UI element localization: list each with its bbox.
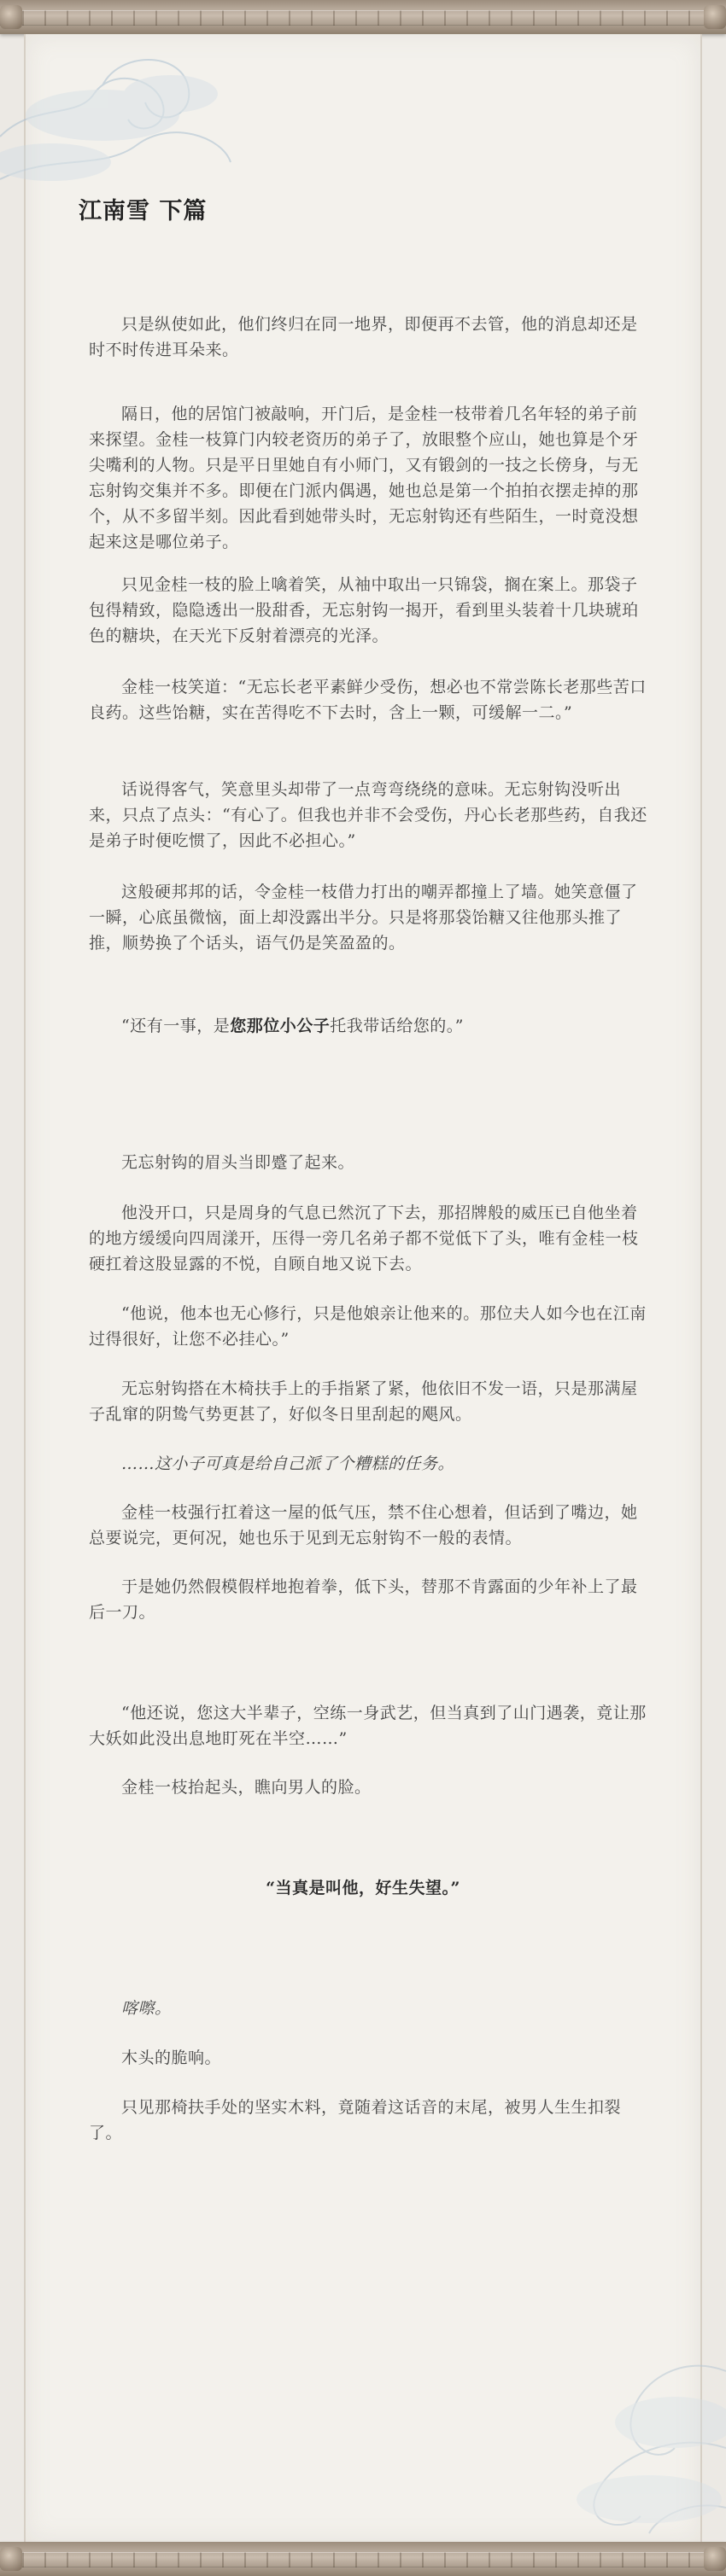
sound-effect: 喀嚓。 — [121, 1999, 172, 2018]
paragraph: “他说，他本也无心修行，只是他娘亲让他来的。那位夫人如今也在江南过得很好，让您不必挂心。” — [89, 1304, 647, 1349]
paragraph: 金桂一枝笑道：“无忘长老平素鲜少受伤，想必也不常尝陈长老那些苦口良药。这些饴糖，实在苦得吃不下去时，含上一颗，可缓解一二。” — [89, 678, 647, 722]
quote-text: 托我带话给您的。” — [330, 1017, 464, 1035]
paragraph: 只见那椅扶手处的坚实木料，竟随着这话音的末尾，被男人生生扣裂了。 — [89, 2098, 622, 2142]
quote-emphasis: 您那位小公子 — [230, 1017, 331, 1035]
paragraph: 只是纵使如此，他们终归在同一地界，即便再不去管，他的消息却还是时不时传进耳朵来。 — [89, 315, 638, 359]
paragraph: 无忘射钩的眉头当即蹙了起来。 — [121, 1153, 355, 1172]
paragraph: 只见金桂一枝的脸上噙着笑，从袖中取出一只锦袋，搁在案上。那袋子包得精致，隐隐透出一股甜香，无忘射钩一揭开，看到里头装着十几块琥珀色的糖块，在天光下反射着漂亮的光泽。 — [89, 575, 639, 645]
paragraph: 木头的脆响。 — [121, 2049, 222, 2067]
chapter-title: 江南雪 下篇 — [79, 198, 208, 224]
cloud-decoration-icon — [470, 2320, 726, 2542]
roller-knob-left — [0, 5, 22, 29]
paragraph: 金桂一枝抬起头，瞧向男人的脸。 — [121, 1778, 372, 1797]
paragraph: 无忘射钩搭在木椅扶手上的手指紧了紧，他依旧不发一语，只是那满屋子乱窜的阴鸷气势更甚了，好似冬日里刮起的飓风。 — [89, 1379, 638, 1424]
roller-pattern — [0, 2552, 726, 2567]
paragraph: 这般硬邦邦的话，令金桂一枝借力打出的嘲弄都撞上了墙。她笑意僵了一瞬，心底虽微恼，面上却没露出半分。只是将那袋饴糖又往他那头推了推，顺势换了个话头，语气仍是笑盈盈的。 — [89, 883, 638, 953]
climax-line: “当真是叫他，好生失望。” — [266, 1879, 460, 1897]
inner-thought: ……这小子可真是给自己派了个糟糕的任务。 — [121, 1454, 455, 1473]
paragraph: 他没开口，只是周身的气息已然沉了下去，那招牌般的威压已自他坐着的地方缓缓向四周漾开，压得一旁几名弟子都不觉低下了头，唯有金桂一枝硬扛着这股显露的不悦，自顾自地又说下去。 — [89, 1203, 639, 1273]
quote-text: “还有一事，是 — [121, 1017, 231, 1035]
roller-knob-right — [704, 5, 726, 29]
paragraph: 金桂一枝强行扛着这一屋的低气压，禁不住心想着，但话到了嘴边，她总要说完，更何况，她也乐于见到无忘射钩不一般的表情。 — [89, 1503, 638, 1547]
roller-knob-left — [0, 2547, 22, 2571]
quote-paragraph — [89, 1013, 653, 1039]
roller-knob-right — [704, 2547, 726, 2571]
paragraph: 隔日，他的居馆门被敲响，开门后，是金桂一枝带着几名年轻的弟子前来探望。金桂一枝算门内较老资历的弟子了，放眼整个应山，她也算是个牙尖嘴利的人物。只是平日里她自有小师门，又有锻剑的一技之长傍身，与无忘射钩交集并不多。即便在门派内偶遇，她也总是第一个拍拍衣摆走掉的那个，从不多留半刻。因此看到她带头时，无忘射钩还有些陌生，一时竟没想起来这是哪位弟子。 — [89, 405, 639, 551]
paragraph: “他还说，您这大半辈子，空练一身武艺，但当真到了山门遇袭，竟让那大妖如此没出息地盯死在半空……” — [89, 1704, 647, 1748]
roller-pattern — [0, 10, 726, 26]
paragraph: 话说得客气，笑意里头却带了一点弯弯绕绕的意味。无忘射钩没听出来，只点了点头：“有心了。但我也并非不会受伤，丹心长老那些药，自我还是弟子时便吃惯了，因此不必担心。” — [89, 780, 647, 850]
scroll-top-roller — [0, 0, 726, 34]
scroll-bottom-roller — [0, 2542, 726, 2576]
paragraph: 于是她仍然假模假样地抱着拳，低下头，替那不肯露面的少年补上了最后一刀。 — [89, 1577, 638, 1622]
